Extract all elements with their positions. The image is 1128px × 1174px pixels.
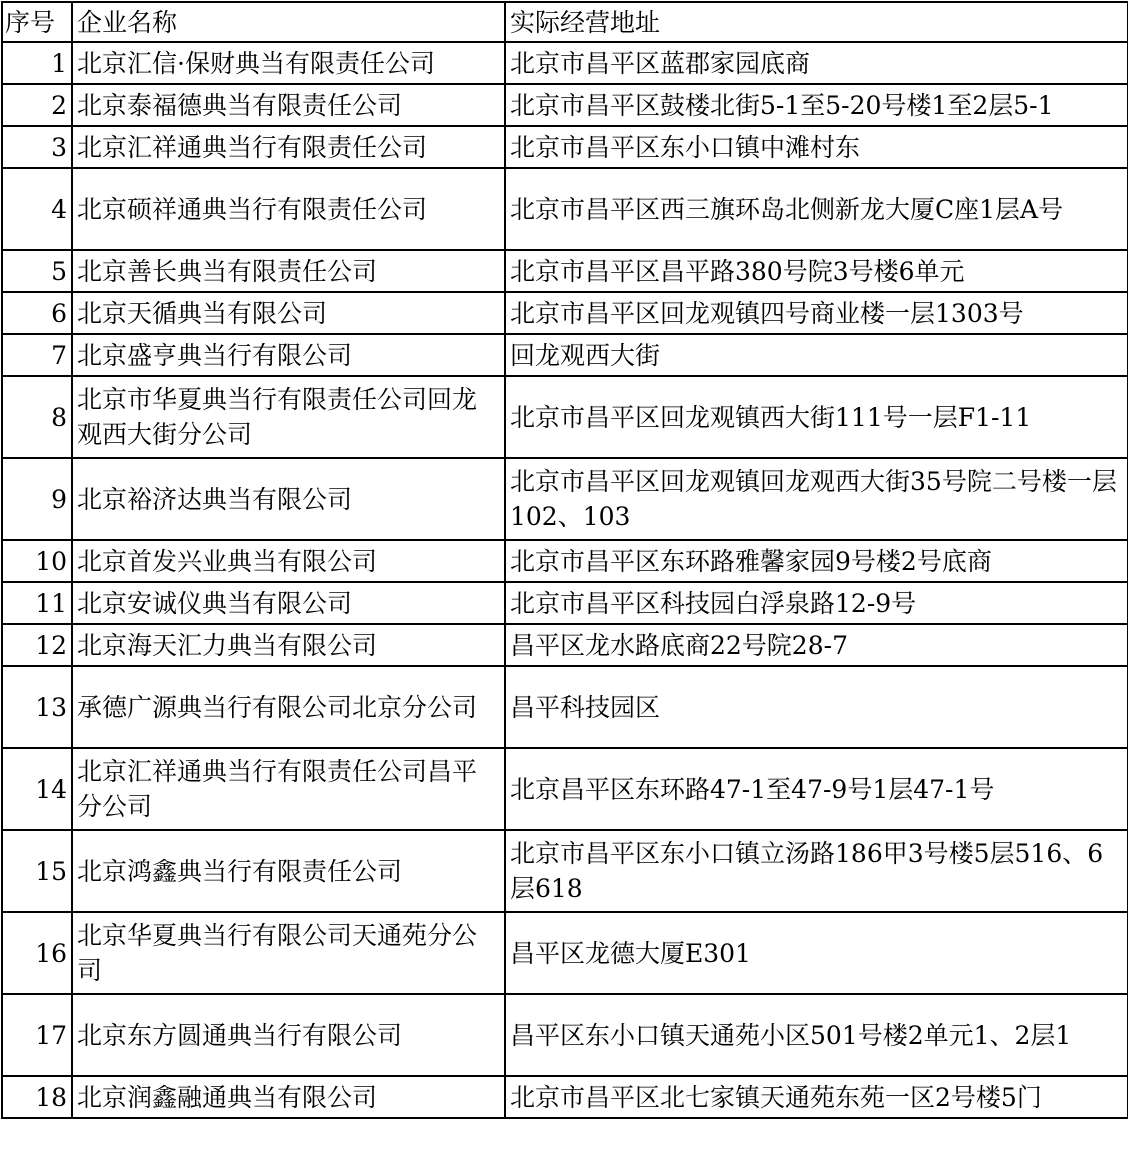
- table-row: [2, 912, 1128, 994]
- row-name: 北京鸿鑫典当行有限责任公司: [72, 830, 505, 912]
- row-name: 北京盛亨典当行有限公司: [72, 334, 505, 376]
- row-index: 13: [2, 666, 72, 748]
- row-name: 承德广源典当行有限公司北京分公司: [72, 666, 505, 748]
- row-index: 18: [2, 1076, 72, 1118]
- table-row: [2, 292, 1128, 334]
- row-index: 15: [2, 830, 72, 912]
- table-row: [2, 168, 1128, 250]
- table-row: [2, 1076, 1128, 1118]
- row-address: 北京市昌平区昌平路380号院3号楼6单元: [505, 250, 1128, 292]
- table-row: [2, 994, 1128, 1076]
- row-name: 北京首发兴业典当有限公司: [72, 540, 505, 582]
- row-address: 北京市昌平区回龙观镇西大街111号一层F1-11: [505, 376, 1128, 458]
- table-row: [2, 748, 1128, 830]
- row-address: 北京昌平区东环路47-1至47-9号1层47-1号: [505, 748, 1128, 830]
- pawnshop-table: [1, 1, 1128, 1119]
- row-index: 14: [2, 748, 72, 830]
- row-name: 北京泰福德典当有限责任公司: [72, 84, 505, 126]
- row-name: 北京天循典当有限公司: [72, 292, 505, 334]
- header-name: 企业名称: [72, 2, 505, 42]
- row-name: 北京汇祥通典当行有限责任公司昌平分公司: [72, 748, 505, 830]
- header-address: 实际经营地址: [505, 2, 1128, 42]
- table-row: [2, 540, 1128, 582]
- row-address: 北京市昌平区鼓楼北街5-1至5-20号楼1至2层5-1: [505, 84, 1128, 126]
- table-row: [2, 582, 1128, 624]
- row-index: 7: [2, 334, 72, 376]
- row-name: 北京海天汇力典当有限公司: [72, 624, 505, 666]
- row-index: 8: [2, 376, 72, 458]
- row-name: 北京东方圆通典当行有限公司: [72, 994, 505, 1076]
- row-index: 2: [2, 84, 72, 126]
- row-address: 北京市昌平区西三旗环岛北侧新龙大厦C座1层A号: [505, 168, 1128, 250]
- table-row: [2, 250, 1128, 292]
- table-row: [2, 376, 1128, 458]
- row-index: 4: [2, 168, 72, 250]
- row-address: 昌平区龙水路底商22号院28-7: [505, 624, 1128, 666]
- row-index: 10: [2, 540, 72, 582]
- row-index: 17: [2, 994, 72, 1076]
- header-row: [2, 2, 1128, 42]
- row-address: 北京市昌平区蓝郡家园底商: [505, 42, 1128, 84]
- row-address: 昌平区东小口镇天通苑小区501号楼2单元1、2层1: [505, 994, 1128, 1076]
- row-name: 北京安诚仪典当有限公司: [72, 582, 505, 624]
- row-name: 北京华夏典当行有限公司天通苑分公司: [72, 912, 505, 994]
- table-row: [2, 624, 1128, 666]
- row-name: 北京硕祥通典当行有限责任公司: [72, 168, 505, 250]
- row-name: 北京裕济达典当有限公司: [72, 458, 505, 540]
- row-index: 12: [2, 624, 72, 666]
- row-address: 回龙观西大街: [505, 334, 1128, 376]
- header-index: 序号: [2, 2, 72, 42]
- row-address: 北京市昌平区东小口镇立汤路186甲3号楼5层516、6层618: [505, 830, 1128, 912]
- row-name: 北京汇祥通典当行有限责任公司: [72, 126, 505, 168]
- row-address: 北京市昌平区回龙观镇回龙观西大街35号院二号楼一层102、103: [505, 458, 1128, 540]
- row-index: 11: [2, 582, 72, 624]
- row-name: 北京润鑫融通典当有限公司: [72, 1076, 505, 1118]
- row-address: 北京市昌平区东环路雅馨家园9号楼2号底商: [505, 540, 1128, 582]
- row-address: 昌平科技园区: [505, 666, 1128, 748]
- table-row: [2, 84, 1128, 126]
- row-name: 北京市华夏典当行有限责任公司回龙观西大街分公司: [72, 376, 505, 458]
- table-row: [2, 334, 1128, 376]
- row-index: 5: [2, 250, 72, 292]
- table-row: [2, 126, 1128, 168]
- table-row: [2, 666, 1128, 748]
- row-address: 昌平区龙德大厦E301: [505, 912, 1128, 994]
- row-name: 北京汇信·保财典当有限责任公司: [72, 42, 505, 84]
- row-address: 北京市昌平区科技园白浮泉路12-9号: [505, 582, 1128, 624]
- row-index: 6: [2, 292, 72, 334]
- row-address: 北京市昌平区回龙观镇四号商业楼一层1303号: [505, 292, 1128, 334]
- row-index: 1: [2, 42, 72, 84]
- row-index: 3: [2, 126, 72, 168]
- row-index: 9: [2, 458, 72, 540]
- row-index: 16: [2, 912, 72, 994]
- table-row: [2, 830, 1128, 912]
- row-address: 北京市昌平区东小口镇中滩村东: [505, 126, 1128, 168]
- row-name: 北京善长典当有限责任公司: [72, 250, 505, 292]
- row-address: 北京市昌平区北七家镇天通苑东苑一区2号楼5门: [505, 1076, 1128, 1118]
- table-row: [2, 42, 1128, 84]
- table-row: [2, 458, 1128, 540]
